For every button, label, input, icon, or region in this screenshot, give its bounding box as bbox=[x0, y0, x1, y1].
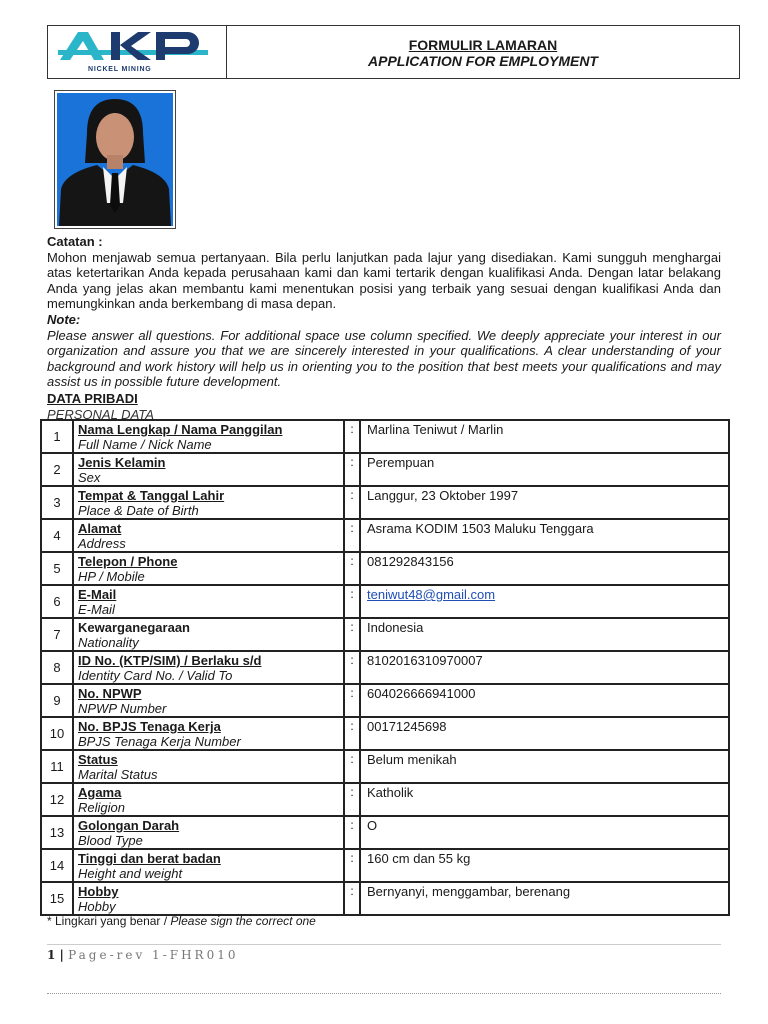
row-label-id: Nama Lengkap / Nama Panggilan bbox=[78, 422, 283, 437]
row-label-en: Address bbox=[78, 536, 126, 551]
row-value: Belum menikah bbox=[367, 752, 457, 767]
row-label-en: Hobby bbox=[78, 899, 116, 914]
row-value-cell bbox=[360, 651, 729, 684]
table-row bbox=[41, 849, 729, 882]
row-value-cell bbox=[360, 420, 729, 453]
row-number: 8 bbox=[41, 651, 73, 684]
row-number: 5 bbox=[41, 552, 73, 585]
notes-section bbox=[47, 234, 721, 422]
footnote bbox=[47, 914, 316, 928]
row-label-en: Height and weight bbox=[78, 866, 183, 881]
row-number: 13 bbox=[41, 816, 73, 849]
row-label-en: Nationality bbox=[78, 635, 139, 650]
page-footer-text: Page-rev 1-FHR010 bbox=[68, 948, 239, 962]
row-value: 160 cm dan 55 kg bbox=[367, 851, 471, 866]
row-value: 00171245698 bbox=[367, 719, 447, 734]
company-logo bbox=[48, 26, 227, 78]
row-colon: : bbox=[344, 783, 360, 816]
row-number: 2 bbox=[41, 453, 73, 486]
table-row bbox=[41, 519, 729, 552]
row-label-id: Agama bbox=[78, 785, 122, 800]
row-label-en: HP / Mobile bbox=[78, 569, 145, 584]
portrait-image bbox=[57, 93, 173, 226]
row-label-en: Place & Date of Birth bbox=[78, 503, 199, 518]
row-label-id: Status bbox=[78, 752, 118, 767]
row-colon: : bbox=[344, 684, 360, 717]
row-number: 6 bbox=[41, 585, 73, 618]
row-value: Langgur, 23 Oktober 1997 bbox=[367, 488, 519, 503]
row-value: Bernyanyi, menggambar, berenang bbox=[367, 884, 571, 899]
row-label-id: No. BPJS Tenaga Kerja bbox=[78, 719, 221, 734]
row-value-cell bbox=[360, 882, 729, 915]
row-label-id: Alamat bbox=[78, 521, 122, 536]
row-value-cell[interactable] bbox=[360, 585, 729, 618]
row-colon: : bbox=[344, 486, 360, 519]
page-footer bbox=[47, 948, 238, 962]
row-number: 12 bbox=[41, 783, 73, 816]
row-label bbox=[73, 420, 344, 453]
row-colon: : bbox=[344, 453, 360, 486]
row-label-en: Sex bbox=[78, 470, 101, 485]
email-link[interactable]: teniwut48@gmail.com bbox=[367, 587, 496, 602]
row-label bbox=[73, 453, 344, 486]
row-value: 081292843156 bbox=[367, 554, 454, 569]
row-label bbox=[73, 519, 344, 552]
row-label bbox=[73, 882, 344, 915]
table-row bbox=[41, 585, 729, 618]
row-label-en: Religion bbox=[78, 800, 125, 815]
row-label-en: Identity Card No. / Valid To bbox=[78, 668, 233, 683]
row-label-id: Tempat & Tanggal Lahir bbox=[78, 488, 225, 503]
row-value-cell bbox=[360, 684, 729, 717]
row-value-cell bbox=[360, 849, 729, 882]
row-label-id: Telepon / Phone bbox=[78, 554, 178, 569]
page-number: 1 bbox=[47, 948, 56, 962]
row-label-en: Full Name / Nick Name bbox=[78, 437, 212, 452]
row-label-id: ID No. (KTP/SIM) / Berlaku s/d bbox=[78, 653, 262, 668]
row-label bbox=[73, 618, 344, 651]
row-label bbox=[73, 651, 344, 684]
row-colon: : bbox=[344, 420, 360, 453]
row-colon: : bbox=[344, 816, 360, 849]
row-value-cell bbox=[360, 552, 729, 585]
table-row bbox=[41, 882, 729, 915]
row-colon: : bbox=[344, 585, 360, 618]
note-text: Please answer all questions. For additional space use column specified. We deeply appreciate your interest in our organization and assure you that we are sincerely interested in your qualifications. A clear understanding of your background and work history will help us in orienting you to the position that best meets your qualifications and may assist us in possible future development. bbox=[47, 327, 721, 390]
logo-subtext: NICKEL MINING bbox=[88, 66, 152, 73]
row-label-en: NPWP Number bbox=[78, 701, 167, 716]
table-row bbox=[41, 783, 729, 816]
section-title: DATA PRIBADI bbox=[47, 390, 138, 406]
page-separator: | bbox=[55, 948, 69, 962]
row-label bbox=[73, 552, 344, 585]
row-number: 4 bbox=[41, 519, 73, 552]
row-value-cell bbox=[360, 717, 729, 750]
catatan-label: Catatan : bbox=[47, 234, 103, 249]
row-value-cell bbox=[360, 816, 729, 849]
row-value: Asrama KODIM 1503 Maluku Tenggara bbox=[367, 521, 594, 536]
row-value-cell bbox=[360, 750, 729, 783]
row-value-cell bbox=[360, 486, 729, 519]
row-value: 604026666941000 bbox=[367, 686, 476, 701]
footer-rule bbox=[47, 944, 721, 945]
row-colon: : bbox=[344, 750, 360, 783]
row-value: Marlina Teniwut / Marlin bbox=[367, 422, 504, 437]
row-number: 1 bbox=[41, 420, 73, 453]
row-colon: : bbox=[344, 519, 360, 552]
row-label-en: Blood Type bbox=[78, 833, 143, 848]
row-number: 9 bbox=[41, 684, 73, 717]
row-value-cell bbox=[360, 519, 729, 552]
row-number: 15 bbox=[41, 882, 73, 915]
form-subtitle: APPLICATION FOR EMPLOYMENT bbox=[368, 53, 598, 69]
row-number: 7 bbox=[41, 618, 73, 651]
row-label bbox=[73, 750, 344, 783]
table-row bbox=[41, 750, 729, 783]
row-label bbox=[73, 585, 344, 618]
row-value-cell bbox=[360, 783, 729, 816]
table-row bbox=[41, 618, 729, 651]
footnote-id: * Lingkari yang benar / bbox=[47, 914, 171, 928]
row-number: 10 bbox=[41, 717, 73, 750]
table-row bbox=[41, 717, 729, 750]
footnote-en: Please sign the correct one bbox=[170, 914, 316, 928]
personal-data-table bbox=[40, 419, 730, 916]
row-value-cell bbox=[360, 618, 729, 651]
page-bottom-rule bbox=[47, 993, 721, 994]
table-row bbox=[41, 420, 729, 453]
table-row bbox=[41, 651, 729, 684]
row-number: 14 bbox=[41, 849, 73, 882]
row-label-id: Hobby bbox=[78, 884, 119, 899]
row-label bbox=[73, 717, 344, 750]
row-value: Katholik bbox=[367, 785, 414, 800]
row-label bbox=[73, 816, 344, 849]
row-colon: : bbox=[344, 552, 360, 585]
catatan-text: Mohon menjawab semua pertanyaan. Bila perlu lanjutkan pada lajur yang disediakan. Kami sungguh menghargai atas ketertarikan Anda kepada perusahaan kami dan kami tertarik dengan kualifikasi Anda. Dengan latar belakang Anda yang jelas akan membantu kami menentukan posisi yang terbaik yang sesuai dengan kualifikasi Anda dan memungkinkan anda berkembang di masa depan. bbox=[47, 249, 721, 312]
row-label-id: Jenis Kelamin bbox=[78, 455, 166, 470]
row-label-id: Kewarganegaraan bbox=[78, 620, 190, 635]
row-label-en: E-Mail bbox=[78, 602, 115, 617]
row-colon: : bbox=[344, 882, 360, 915]
row-value-cell bbox=[360, 453, 729, 486]
row-label-id: No. NPWP bbox=[78, 686, 142, 701]
row-label-en: Marital Status bbox=[78, 767, 158, 782]
row-label-id: Golongan Darah bbox=[78, 818, 180, 833]
row-label bbox=[73, 849, 344, 882]
row-value: 8102016310970007 bbox=[367, 653, 483, 668]
table-row bbox=[41, 816, 729, 849]
row-number: 3 bbox=[41, 486, 73, 519]
table-row bbox=[41, 453, 729, 486]
note-label: Note: bbox=[47, 311, 81, 327]
form-title: FORMULIR LAMARAN bbox=[408, 37, 558, 53]
row-number: 11 bbox=[41, 750, 73, 783]
table-row bbox=[41, 684, 729, 717]
row-colon: : bbox=[344, 849, 360, 882]
form-title-block bbox=[227, 26, 739, 78]
table-row bbox=[41, 552, 729, 585]
row-value: Perempuan bbox=[367, 455, 435, 470]
row-label-en: BPJS Tenaga Kerja Number bbox=[78, 734, 241, 749]
row-colon: : bbox=[344, 717, 360, 750]
row-colon: : bbox=[344, 618, 360, 651]
table-row bbox=[41, 486, 729, 519]
form-header bbox=[47, 25, 740, 79]
row-label-id: E-Mail bbox=[78, 587, 117, 602]
row-label bbox=[73, 684, 344, 717]
row-label bbox=[73, 486, 344, 519]
row-label bbox=[73, 783, 344, 816]
applicant-photo bbox=[54, 90, 176, 229]
row-value: O bbox=[367, 818, 378, 833]
row-label-id: Tinggi dan berat badan bbox=[78, 851, 221, 866]
section-subtitle: PERSONAL DATA bbox=[47, 406, 154, 422]
akp-logo-icon bbox=[56, 28, 216, 68]
row-value: Indonesia bbox=[367, 620, 424, 635]
row-colon: : bbox=[344, 651, 360, 684]
